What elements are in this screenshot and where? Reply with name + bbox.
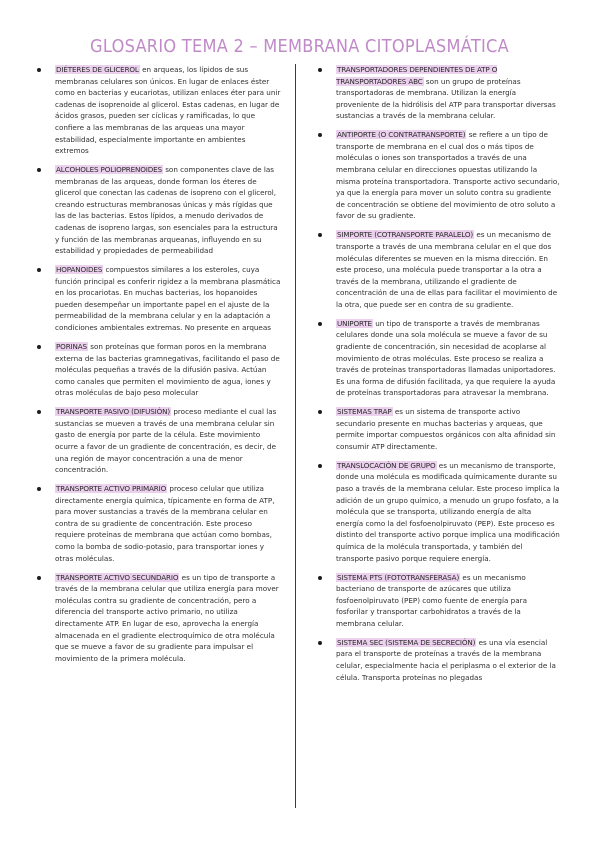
glossary-term: PORINAS [56, 341, 87, 351]
glossary-entry [37, 572, 281, 665]
glossary-definition: es un mecanismo bacteriano de transporte de azúcares que utiliza fosfoenolpiruvato (PEP) como fuente de energía para fosforilar y transportar carbohidratos a través de la membrana celular. [336, 572, 527, 628]
glossary-term: SIMPORTE (COTRANSPORTE PARALELO) [337, 230, 474, 240]
glossary-entry [318, 637, 560, 683]
glossary-entry [318, 572, 560, 630]
glossary-definition: es un mecanismo de transporte, donde una molécula es modificada químicamente durante su paso a través de la membrana celular. Este proceso implica la adición de un grupo químico, a menudo un grupo fosfato, a la molécula que se transporta, utilizando energía de alta energía como la del fosfoenolpiruvato (PEP). Este proceso es distinto del transporte activo porque implica una modificación química de la molécula transportada, y también del transporte pasivo porque requiere energía. [336, 460, 560, 563]
column-divider [295, 64, 296, 808]
glossary-definition: compuestos similares a los esteroles, cuya función principal es conferir rigidez a la membrana plasmática en los procariotas. En muchas bacterias, los hopanoides pueden desempeñar un importante papel en el ajuste de la permeabilidad de la membrana celular y en la adaptación a condiciones ambientales extremas. No presente en arqueas [55, 265, 281, 333]
glossary-term: TRANSPORTE PASIVO (DIFUSIÓN) [56, 407, 171, 417]
glossary-term: ANTIPORTE (O CONTRATRANSPORTE) [337, 130, 466, 140]
glossary-definition: son un grupo de proteínas transportadoras de membrana. Utilizan la energía proveniente de la hidrólisis del ATP para transportar diversas sustancias a través de la membrana celular. [336, 76, 556, 121]
glossary-definition: proceso mediante el cual las sustancias se mueven a través de una membrana celular sin gasto de energía por parte de la célula. Este movimiento ocurre a favor de un gradiente de concentración, es decir, de una región de mayor concentración a una de menor concentración. [55, 407, 277, 475]
glossary-entry [318, 229, 560, 310]
glossary-entry [318, 64, 560, 122]
glossary-definition: es una vía esencial para el transporte de proteínas a través de la membrana celular, especialmente hacia el periplasma o el exterior de la célula. Transporta proteínas no plegadas [336, 637, 556, 682]
glossary-term: SISTEMAS TRAP [337, 407, 392, 417]
glossary-term: TRANSLOCACIÓN DE GRUPO [337, 460, 436, 470]
page-title: GLOSARIO TEMA 2 – MEMBRANA CITOPLASMÁTICA [90, 36, 509, 57]
glossary-list-right [318, 64, 560, 683]
glossary-list-left [37, 64, 281, 664]
glossary-entry [318, 406, 560, 452]
glossary-entry [37, 264, 281, 334]
glossary-entry [318, 460, 560, 564]
right-column [318, 64, 560, 690]
glossary-definition: es un sistema de transporte activo secundario presente en muchas bacterias y arqueas, que permite importar compuestos orgánicos con alta afinidad sin consumir ATP directamente. [336, 407, 556, 451]
glossary-term: ALCOHOLES POLIOPRENOIDES [56, 165, 162, 175]
glossary-term: TRANSPORTE ACTIVO SECUNDARIO [56, 572, 179, 582]
glossary-term: SISTEMA PTS (FOTOTRANSFERASA) [337, 572, 460, 582]
left-column [37, 64, 281, 672]
glossary-term: TRANSPORTE ACTIVO PRIMARIO [56, 484, 167, 494]
glossary-definition: un tipo de transporte a través de membranas celulares donde una sola molécula se mueve a favor de su gradiente de concentración, sin necesidad de acoplarse al movimiento de otras moléculas. Este proceso se realiza a través de proteínas transportadoras llamadas uniportadores. Es una forma de difusión facilitada, ya que requiere la ayuda de proteínas transportadoras para atravesar la membrana. [336, 318, 556, 398]
glossary-entry [37, 164, 281, 257]
glossary-entry [37, 341, 281, 399]
glossary-entry [37, 406, 281, 476]
glossary-definition: proceso celular que utiliza directamente energía química, típicamente en forma de ATP, para mover sustancias a través de la membrana celular en contra de su gradiente de concentración. Este proceso requiere proteínas de membrana que actúan como bombas, como la bomba de sodio-potasio, para transportar iones y otras moléculas. [55, 484, 275, 563]
glossary-definition: es un tipo de transporte a través de la membrana celular que utiliza energía para mover moléculas contra su gradiente de concentración, pero a diferencia del transporte activo primario, no utiliza directamente ATP. En lugar de eso, aprovecha la energía almacenada en el gradiente electroquímico de otra molécula que se mueve a favor de su gradiente para impulsar el movimiento de la primera molécula. [55, 572, 279, 663]
glossary-definition: se refiere a un tipo de transporte de membrana en el cual dos o más tipos de moléculas o iones son transportados a través de una membrana celular en direcciones opuestas utilizando la misma proteína transportadora. Transporte activo secundario, ya que la energía para mover un soluto contra su gradiente de concentración se obtiene del movimiento de otro soluto a favor de su gradiente. [336, 130, 560, 221]
glossary-definition: son proteínas que forman poros en la membrana externa de las bacterias gramnegativas, facilitando el paso de moléculas pequeñas a través de la difusión pasiva. Actúan como canales que permiten el movimiento de agua, iones y otras moléculas de bajo peso molecular [55, 341, 280, 398]
glossary-definition: son componentes clave de las membranas de las arqueas, donde forman los éteres de glicerol que conectan las cadenas de isopreno con el glicerol, creando estructuras membranosas únicas y más rígidas que las de las bacterias. Estos lípidos, a menudo derivados de cadenas de isopreno largas, son esenciales para la estructura y función de las membranas arqueanas, influyendo en su estabilidad y propiedades de permeabilidad [55, 165, 278, 256]
glossary-entry [318, 318, 560, 399]
glossary-definition: es un mecanismo de transporte a través de una membrana celular en el que dos moléculas diferentes se mueven en la misma dirección. En este proceso, una molécula puede transportar a la otra a través de la membrana, utilizando el gradiente de concentración de una de ellas para facilitar el movimiento de la otra, que puede ser en contra de su gradiente. [336, 230, 558, 309]
glossary-entry [37, 64, 281, 157]
glossary-term: TRANSPORTADORES DEPENDIENTES DE ATP O TRANSPORTADORES ABC [336, 65, 498, 86]
glossary-definition: en arqueas, los lípidos de sus membranas celulares son únicos. En lugar de enlaces éster como en bacterias y eucariotas, utilizan enlaces éter para unir cadenas de isoprenoide al glicerol. Estas cadenas, en lugar de ácidos grasos, pueden ser cíclicas y ramificadas, lo que confiere a las membranas de las arqueas una mayor estabilidad, especialmente importante en ambientes extremos [55, 65, 281, 156]
glossary-term: HOPANOIDES [56, 265, 103, 275]
glossary-term: DIÉTERES DE GLICEROL [56, 65, 139, 74]
glossary-entry [318, 129, 560, 222]
glossary-entry [37, 483, 281, 564]
glossary-term: UNIPORTE [337, 318, 372, 328]
glossary-term: SISTEMA SEC (SISTEMA DE SECRECIÓN) [337, 637, 476, 647]
